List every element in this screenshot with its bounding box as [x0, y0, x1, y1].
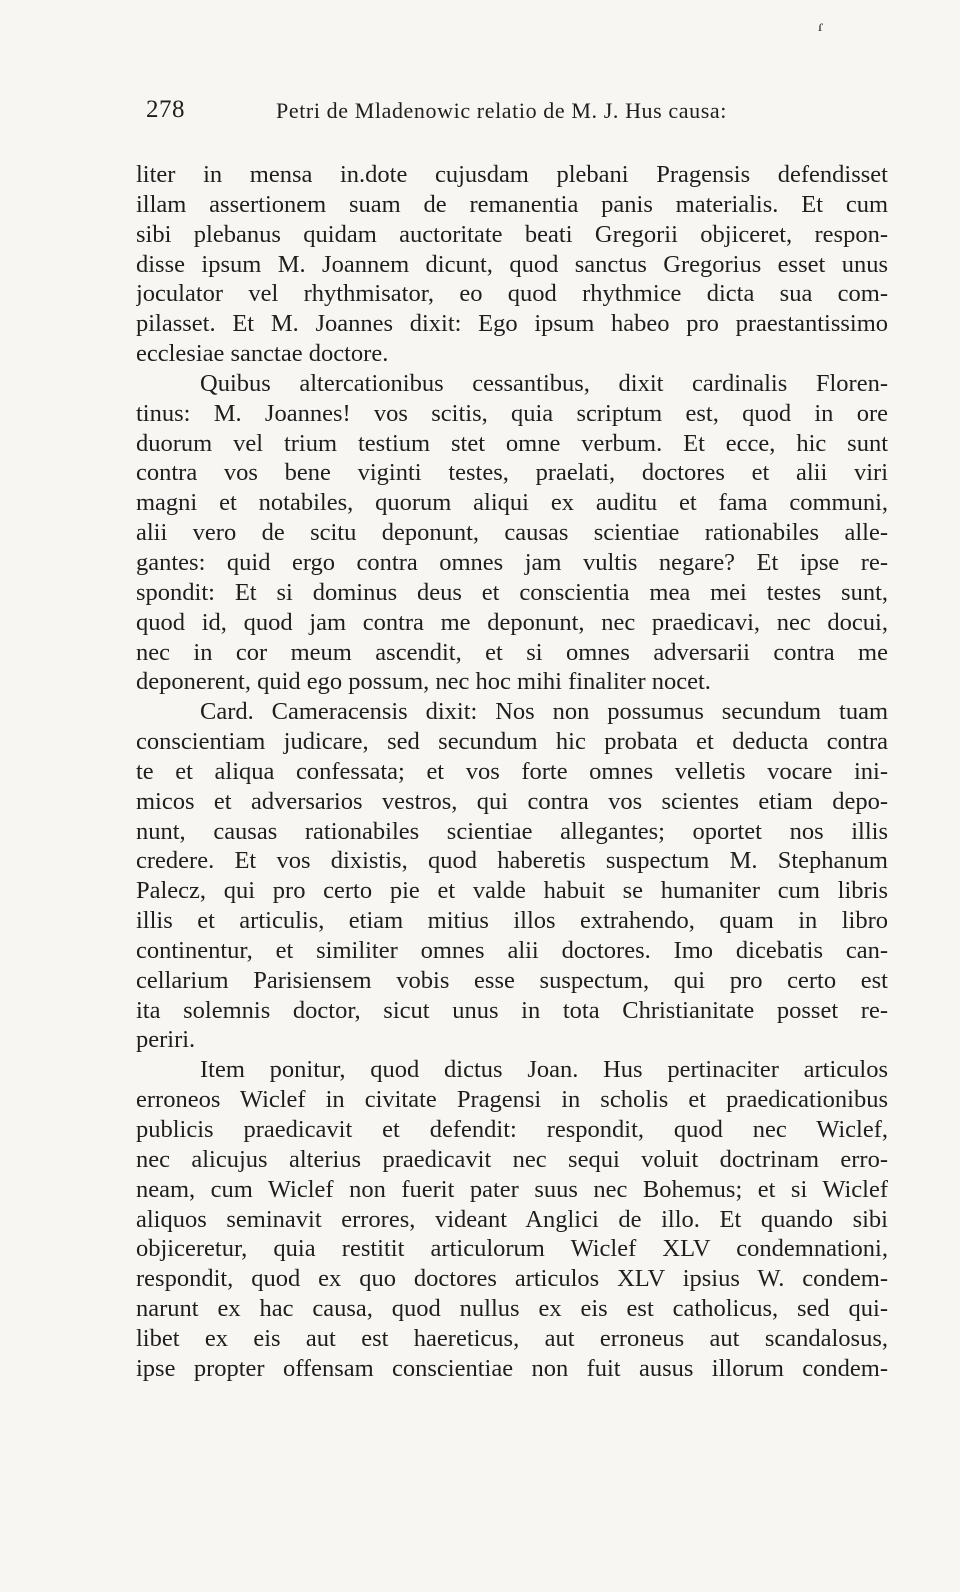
text-line: periri.: [136, 1026, 196, 1054]
text-line: narunt ex hac causa, quod nullus ex eis est catholicus, sed qui-: [136, 1295, 888, 1323]
text-line: credere. Et vos dixistis, quod haberetis suspectum M. Stephanum: [136, 847, 888, 875]
text-line: erroneos Wiclef in civitate Pragensi in scholis et praedicationibus: [136, 1086, 888, 1114]
text-line: cellarium Parisiensem vobis esse suspectum, qui pro certo est: [136, 966, 888, 994]
text-line: sibi plebanus quidam auctoritate beati Gregorii objiceret, respon-: [136, 220, 888, 248]
text-line: illis et articulis, etiam mitius illos extrahendo, quam in libro: [136, 907, 888, 935]
page-number: 278: [146, 96, 185, 123]
text-line: respondit, quod ex quo doctores articulos XLV ipsius W. condem-: [136, 1265, 888, 1293]
text-line: objiceretur, quia restitit articulorum Wiclef XLV condemnationi,: [136, 1235, 888, 1263]
paragraph: [136, 1055, 888, 1383]
text-line: micos et adversarios vestros, qui contra vos scientes etiam depo-: [136, 787, 888, 815]
body-text: [136, 160, 888, 1384]
text-line: tinus: M. Joannes! vos scitis, quia scriptum est, quod in ore: [136, 399, 888, 427]
text-line: spondit: Et si dominus deus et conscientia mea mei testes sunt,: [136, 578, 888, 606]
text-line: nec in cor meum ascendit, et si omnes adversarii contra me: [136, 638, 888, 666]
text-line: publicis praedicavit et defendit: respondit, quod nec Wiclef,: [136, 1116, 888, 1143]
text-line: ecclesiae sanctae doctore.: [136, 340, 389, 368]
text-line: aliquos seminavit errores, videant Anglici de illo. Et quando sibi: [136, 1205, 888, 1233]
text-line: Item ponitur, quod dictus Joan. Hus pertinaciter articulos: [200, 1056, 888, 1084]
text-line: illam assertionem suam de remanentia panis materialis. Et cum: [136, 190, 888, 218]
text-line: disse ipsum M. Joannem dicunt, quod sanctus Gregorius esset unus: [136, 250, 888, 278]
page-header: [146, 96, 886, 132]
text-line: continentur, et similiter omnes alii doctores. Imo dicebatis can-: [136, 936, 888, 964]
text-line: pilasset. Et M. Joannes dixit: Ego ipsum habeo pro praestantissimo: [136, 310, 888, 338]
text-line: nec alicujus alterius praedicavit nec sequi voluit doctrinam erro-: [136, 1145, 888, 1173]
paragraph: [136, 160, 888, 369]
paragraph: [136, 369, 888, 697]
corner-mark: ɾ: [818, 18, 824, 35]
text-line: alii vero de scitu deponunt, causas scientiae rationabiles alle-: [136, 519, 888, 547]
text-line: ipse propter offensam conscientiae non fuit ausus illorum condem-: [136, 1354, 888, 1382]
text-line: gantes: quid ergo contra omnes jam vultis negare? Et ipse re-: [136, 548, 888, 576]
text-line: deponerent, quid ego possum, nec hoc mihi finaliter nocet.: [136, 668, 711, 696]
text-line: quod id, quod jam contra me deponunt, nec praedicavi, nec docui,: [136, 608, 888, 636]
text-line: duorum vel trium testium stet omne verbum. Et ecce, hic sunt: [136, 429, 888, 457]
text-line: Card. Cameracensis dixit: Nos non possumus secundum tuam: [200, 698, 888, 726]
paragraph: [136, 697, 888, 1055]
text-line: joculator vel rhythmisator, eo quod rhythmice dicta sua com-: [136, 280, 888, 308]
text-line: liter in mensa in.dote cujusdam plebani Pragensis defendisset: [136, 161, 888, 188]
text-line: contra vos bene viginti testes, praelati, doctores et alii viri: [136, 459, 888, 487]
running-title: Petri de Mladenowic relatio de M. J. Hus causa:: [276, 98, 727, 123]
text-line: conscientiam judicare, sed secundum hic probata et deducta contra: [136, 728, 888, 756]
text-line: te et aliqua confessata; et vos forte omnes velletis vocare ini-: [136, 757, 888, 785]
text-line: libet ex eis aut est haereticus, aut erroneus aut scandalosus,: [136, 1324, 888, 1352]
text-line: ita solemnis doctor, sicut unus in tota Christianitate posset re-: [136, 996, 888, 1024]
text-line: magni et notabiles, quorum aliqui ex auditu et fama communi,: [136, 489, 888, 517]
text-line: Palecz, qui pro certo pie et valde habuit se humaniter cum libris: [136, 877, 888, 905]
text-line: nunt, causas rationabiles scientiae allegantes; oportet nos illis: [136, 817, 888, 845]
text-line: Quibus altercationibus cessantibus, dixit cardinalis Floren-: [200, 369, 888, 397]
text-line: neam, cum Wiclef non fuerit pater suus nec Bohemus; et si Wiclef: [136, 1175, 888, 1203]
